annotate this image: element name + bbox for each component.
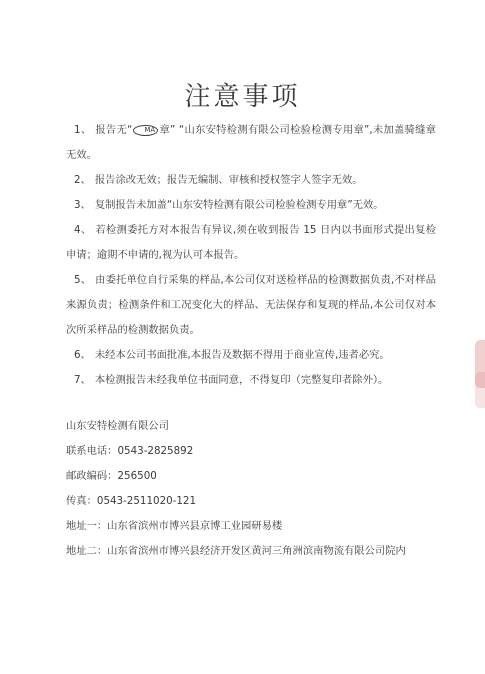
note-text-pre: 报告无“	[95, 124, 133, 136]
note-text: 由委托单位自行采集的样品,本公司仅对送检样品的检测数据负责,不对样品来源负责；检测条件和工况变化大的样品、无法保存和复现的样品,本公司仅对本次所采样品的检测数据负责。	[66, 274, 436, 336]
note-item-5	[66, 268, 436, 343]
note-number: 4、	[74, 224, 92, 236]
ma-seal-icon: MA	[133, 125, 158, 136]
note-item-7	[66, 368, 436, 393]
note-item-1	[66, 118, 436, 168]
note-text-post: 章” “山东安特检测有限公司检验检测专用章”,未加盖骑缝章无效。	[66, 124, 436, 161]
address-one: 地址一：山东省滨州市博兴县京博工业园研易楼	[66, 520, 283, 532]
note-number: 1、	[74, 124, 92, 136]
company-name: 山东安特检测有限公司	[66, 420, 169, 432]
note-text: 若检测委托方对本报告有异议,须在收到报告 15 日内以书面形式提出复检申请；逾期不申请的,视为认可本报告。	[66, 224, 436, 261]
note-number: 7、	[74, 374, 91, 386]
contact-phone: 联系电话：0543-2825892	[66, 445, 194, 457]
address-two: 地址二：山东省滨州市博兴县经济开发区黄河三角洲滨南物流有限公司院内	[66, 545, 406, 557]
note-text: 本检测报告未经我单位书面同意，不得复印（完整复印者除外）。	[94, 374, 389, 386]
note-number: 6、	[74, 349, 91, 361]
note-item-6	[66, 343, 436, 368]
fax-number: 传真：0543-2511020-121	[66, 495, 197, 507]
postal-code: 邮政编码：256500	[66, 470, 157, 482]
note-item-3	[66, 193, 436, 218]
page-title: 注意事项	[184, 82, 301, 112]
seam-stamp-fragment-lower	[475, 372, 485, 408]
notes-list	[66, 118, 436, 393]
note-text: 复制报告未加盖“山东安特检测有限公司检验检测专用章”无效。	[94, 199, 384, 211]
note-text: 报告涂改无效；报告无编制、审核和授权签字人签字无效。	[94, 174, 363, 186]
note-number: 2、	[74, 174, 91, 186]
note-item-4	[66, 218, 436, 268]
note-number: 5、	[74, 274, 92, 286]
note-item-2	[66, 168, 436, 193]
note-number: 3、	[74, 199, 91, 211]
contact-info	[66, 414, 436, 564]
note-text: 未经本公司书面批准,本报告及数据不得用于商业宣传,违者必究。	[94, 349, 390, 361]
